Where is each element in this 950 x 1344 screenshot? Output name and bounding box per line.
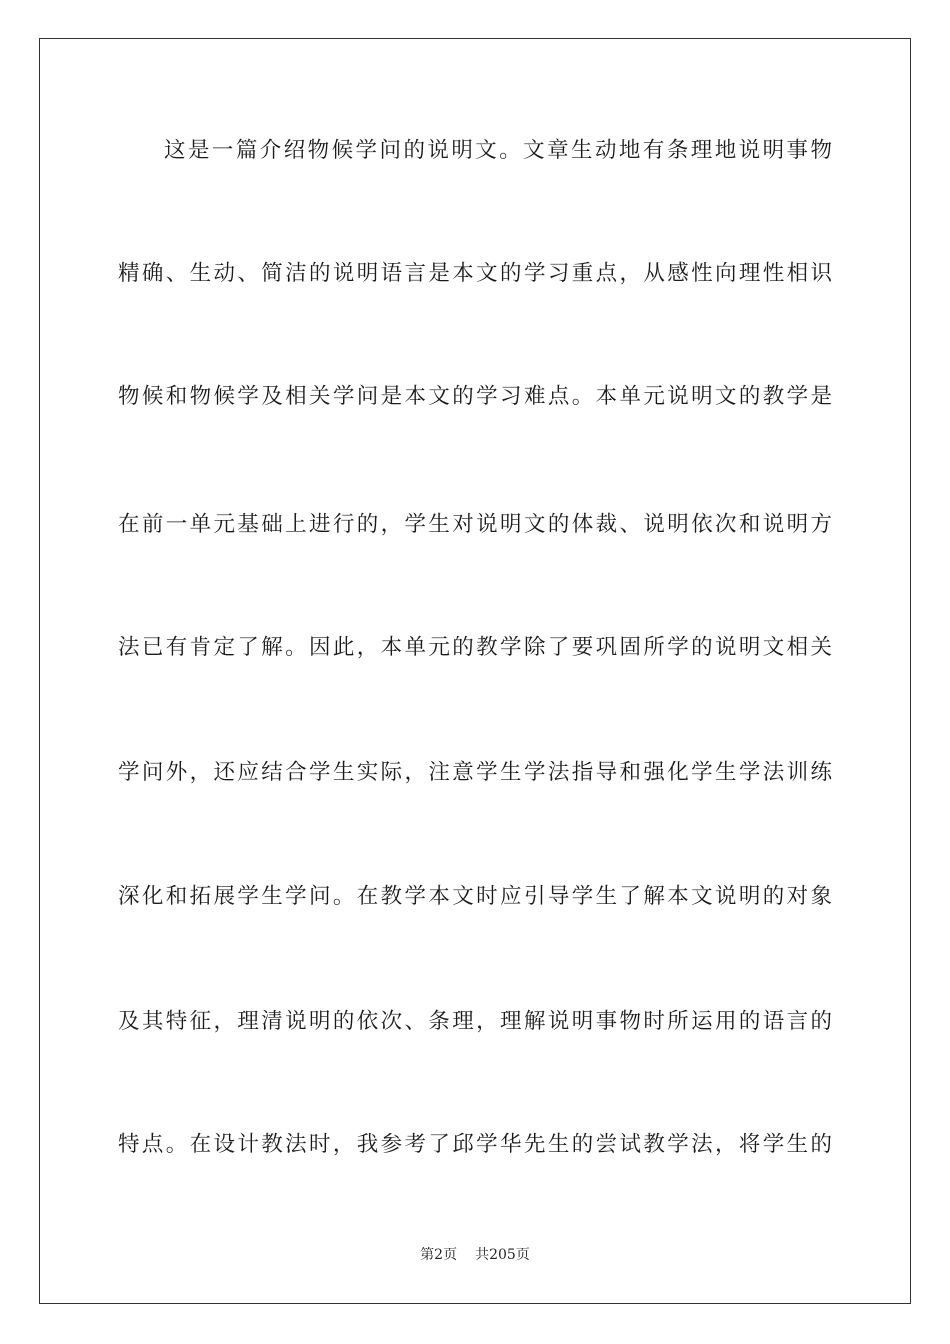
body-text-line: 深化和拓展学生学问。在教学本文时应引导学生了解本文说明的对象 <box>118 884 832 909</box>
page-total: 共205页 <box>475 1247 530 1263</box>
body-text-line: 这是一篇介绍物候学问的说明文。文章生动地有条理地说明事物 <box>164 138 832 163</box>
body-text-line: 学问外，还应结合学生实际，注意学生学法指导和强化学生学法训练 <box>118 760 832 785</box>
body-text-line: 法已有肯定了解。因此，本单元的教学除了要巩固所学的说明文相关 <box>118 635 832 660</box>
page-border <box>39 38 911 1304</box>
page-number: 第2页 <box>420 1247 458 1263</box>
body-text-line: 特点。在设计教法时，我参考了邱学华先生的尝试教学法，将学生的 <box>118 1132 832 1157</box>
body-text-line: 精确、生动、简洁的说明语言是本文的学习重点，从感性向理性相识 <box>118 261 832 286</box>
body-text-line: 及其特征，理清说明的依次、条理，理解说明事物时所运用的语言的 <box>118 1009 832 1034</box>
body-text-line: 在前一单元基础上进行的，学生对说明文的体裁、说明依次和说明方 <box>118 512 832 537</box>
body-text-line: 物候和物候学及相关学问是本文的学习难点。本单元说明文的教学是 <box>118 384 832 409</box>
page-footer <box>0 1246 950 1264</box>
